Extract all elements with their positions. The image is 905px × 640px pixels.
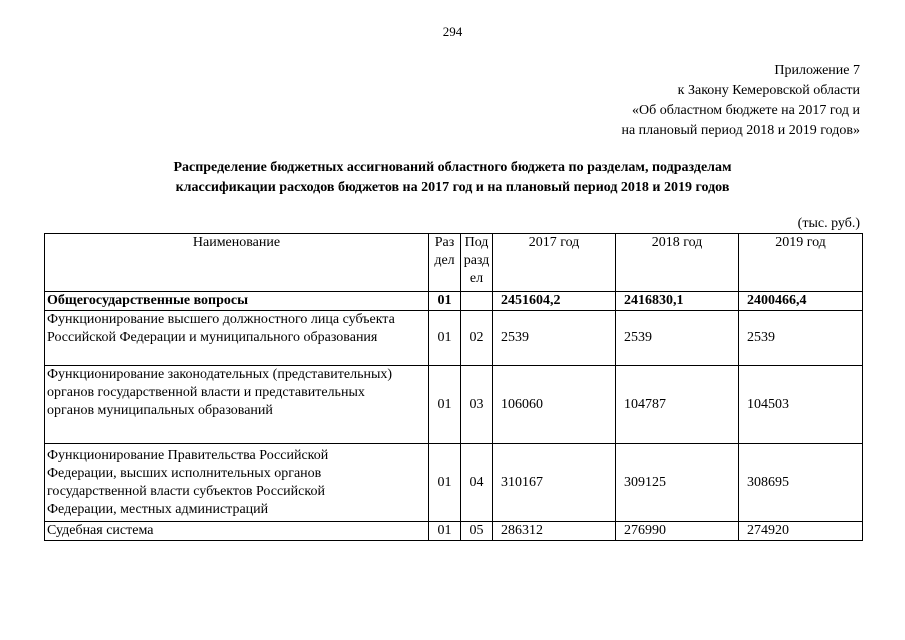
row-2019: 2539 [739,311,863,366]
title-line: Распределение бюджетных ассигнований областного бюджета по разделам, подразделам [173,160,732,175]
row-2017: 310167 [493,444,616,522]
row-name [45,444,429,522]
row-name-line: Федерации, высших исполнительных органов [47,465,322,481]
row-name-line: Федерации, местных администраций [47,501,269,517]
row-name-line: органов государственной власти и представительных [47,385,365,400]
row-2017: 286312 [493,522,616,541]
row-2019: 2400466,4 [739,292,863,311]
row-2017: 2539 [493,311,616,366]
row-name-line: Функционирование законодательных (представительных) [47,367,393,382]
row-name-line: органов муниципальных образований [47,403,273,418]
header-2017: 2017 год [493,234,616,292]
appendix-header [621,61,860,141]
row-2019: 104503 [739,366,863,444]
table-row [45,366,863,444]
row-razdel: 01 [429,311,461,366]
row-name-line: государственной власти субъектов Российской [47,483,325,499]
row-podrazdel: 02 [461,311,493,366]
table-row [45,311,863,366]
table-row [45,522,863,541]
header-razdel-line: Раз [434,235,455,250]
header-podrazdel [461,234,493,292]
row-podrazdel [461,292,493,311]
row-razdel: 01 [429,522,461,541]
header-podrazdel-line: Под [464,235,489,250]
appendix-line: «Об областном бюджете на 2017 год и [632,103,860,118]
row-2017: 2451604,2 [493,292,616,311]
row-razdel: 01 [429,366,461,444]
row-podrazdel: 03 [461,366,493,444]
row-2018: 2416830,1 [616,292,739,311]
header-2018: 2018 год [616,234,739,292]
row-podrazdel: 05 [461,522,493,541]
budget-table [44,233,863,541]
title-line: классификации расходов бюджетов на 2017 год и на плановый период 2018 и 2019 годов [175,180,730,195]
appendix-line: на плановый период 2018 и 2019 годов» [621,123,860,138]
row-2019: 274920 [739,522,863,541]
header-podrazdel-line: разд [463,253,490,268]
row-name [45,366,429,444]
row-2018: 104787 [616,366,739,444]
document-title [0,158,905,198]
row-podrazdel: 04 [461,444,493,522]
table-row [45,292,863,311]
row-2017: 106060 [493,366,616,444]
row-name [45,311,429,366]
appendix-line: к Закону Кемеровской области [677,83,860,98]
row-razdel: 01 [429,292,461,311]
row-razdel: 01 [429,444,461,522]
page-number: 294 [442,24,463,39]
table-header-row [45,234,863,292]
row-name: Общегосударственные вопросы [45,292,429,311]
row-2018: 276990 [616,522,739,541]
header-name: Наименование [45,234,429,292]
row-2018: 2539 [616,311,739,366]
row-name-line: Функционирование Правительства Российской [47,447,329,463]
row-name-line: Функционирование высшего должностного лица субъекта [47,312,395,327]
header-razdel-line: дел [434,253,455,268]
row-2019: 308695 [739,444,863,522]
row-name: Судебная система [45,522,429,541]
header-2019: 2019 год [739,234,863,292]
header-podrazdel-line: ел [469,271,484,286]
header-razdel [429,234,461,292]
appendix-line: Приложение 7 [774,63,860,78]
row-2018: 309125 [616,444,739,522]
units-label: (тыс. руб.) [797,216,860,231]
table-row [45,444,863,522]
row-name-line: Российской Федерации и муниципального образования [47,330,378,345]
